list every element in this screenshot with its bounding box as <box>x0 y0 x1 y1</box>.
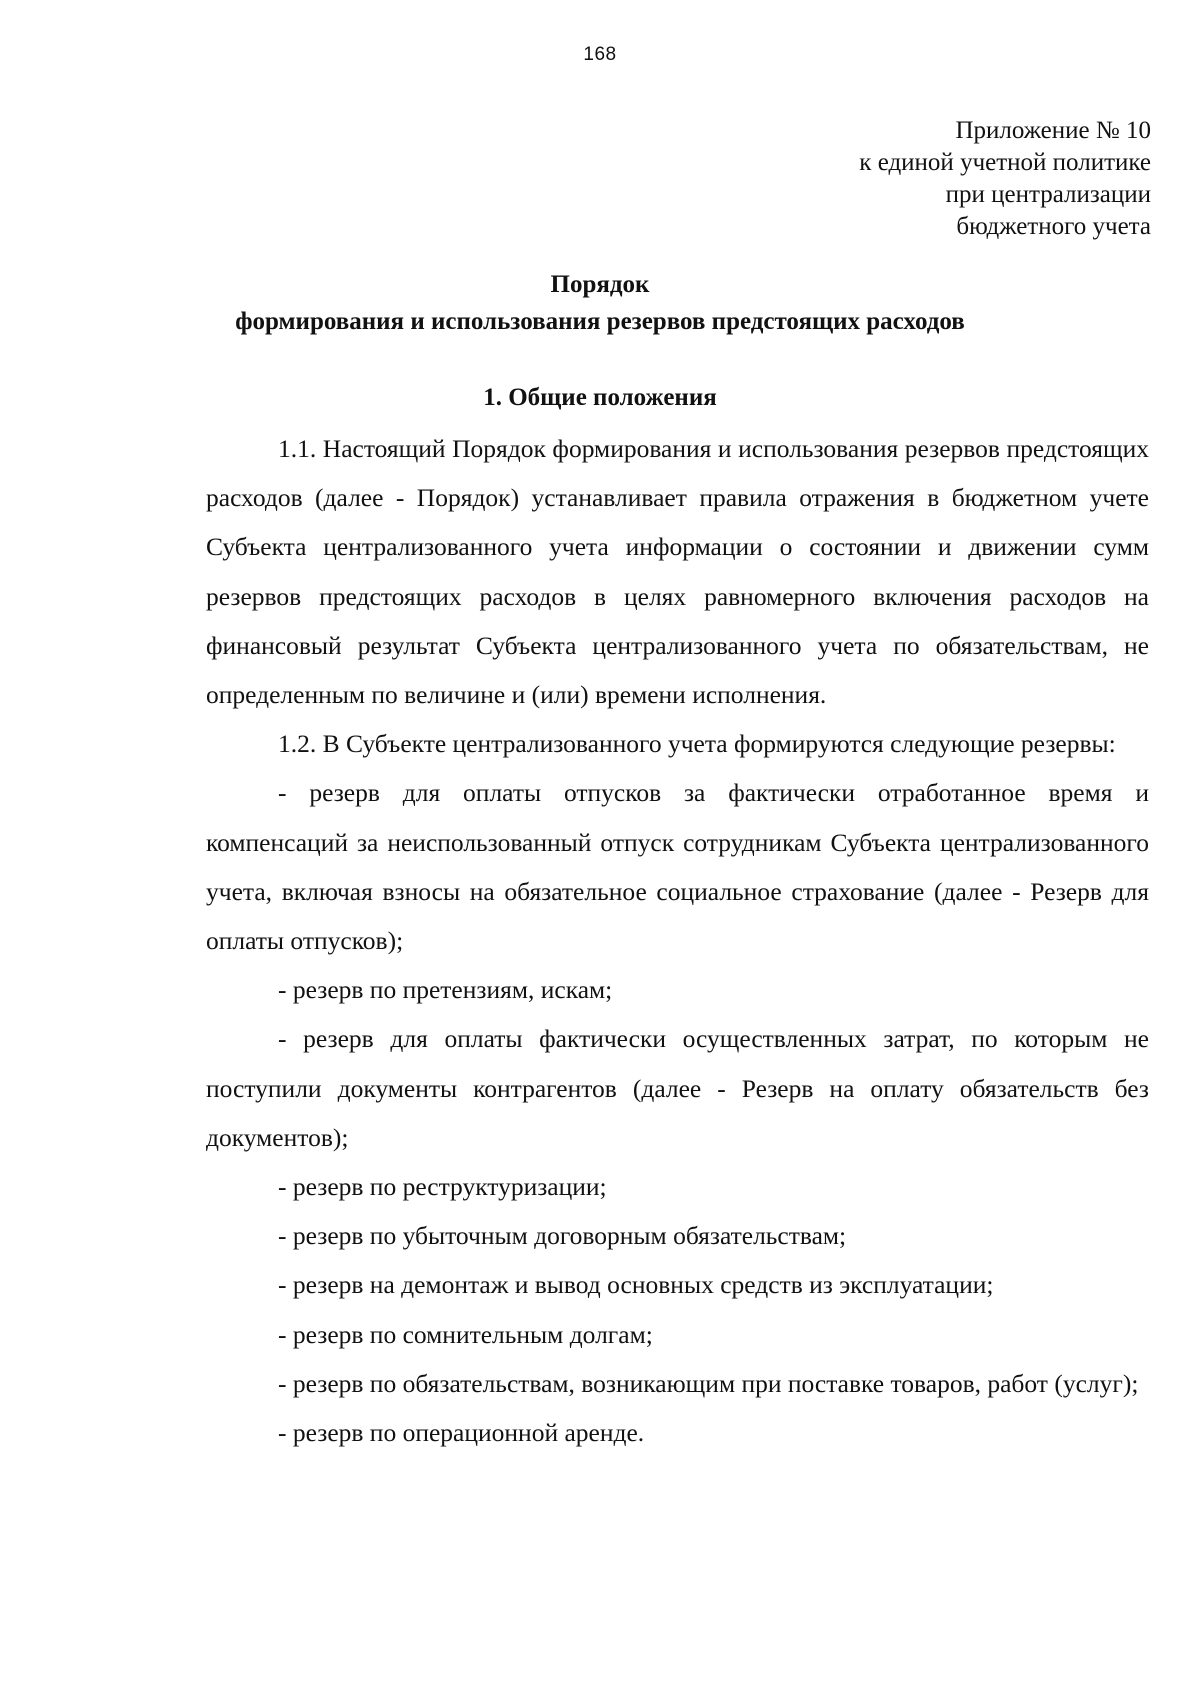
list-item: - резерв по сомнительным долгам; <box>278 1319 653 1349</box>
appendix-line-3: при централизации <box>945 181 1151 208</box>
list-item: - резерв по убыточным договорным обязательствам; <box>278 1221 847 1251</box>
appendix-line-2: к единой учетной политике <box>859 149 1151 176</box>
list-item: - резерв по претензиям, искам; <box>278 975 613 1005</box>
appendix-reference <box>859 115 1151 243</box>
paragraph-1-1: 1.1. Настоящий Порядок формирования и использования резервов предстоящих расходов (далее - Порядок) устанавливает правила отражения в бюджетном учете Субъекта централизованного учета информации о состоянии и движении сумм резервов предстоящих расходов в целях равномерного включения расходов на финансовый результат Субъекта централизованного учета по обязательствам, не определенным по величине и (или) времени исполнения. <box>206 434 1149 710</box>
document-title-line-2: формирования и использования резервов предстоящих расходов <box>235 308 965 335</box>
list-item: - резерв по обязательствам, возникающим при поставке товаров, работ (услуг); <box>278 1368 1139 1398</box>
list-item: - резерв по реструктуризации; <box>278 1172 607 1202</box>
document-title <box>0 266 1200 340</box>
list-item: - резерв для оплаты фактически осуществленных затрат, по которым не поступили документы контрагентов (далее - Резерв на оплату обязательств без документов); <box>206 1024 1149 1152</box>
document-body <box>206 424 1149 1457</box>
section-heading: 1. Общие положения <box>483 384 717 411</box>
paragraph-1-2: 1.2. В Субъекте централизованного учета формируются следующие резервы: <box>278 729 1116 759</box>
document-title-line-1: Порядок <box>550 271 650 298</box>
list-item: - резерв по операционной аренде. <box>278 1418 645 1448</box>
reserves-list <box>206 768 1149 1457</box>
appendix-line-1: Приложение № 10 <box>955 117 1151 144</box>
page-number: 168 <box>583 44 617 65</box>
list-item: - резерв для оплаты отпусков за фактически отработанное время и компенсаций за неиспользованный отпуск сотрудникам Субъекта централизованного учета, включая взносы на обязательное социальное страхование (далее - Резерв для оплаты отпусков); <box>206 778 1149 956</box>
list-item: - резерв на демонтаж и вывод основных средств из эксплуатации; <box>278 1270 994 1300</box>
appendix-line-4: бюджетного учета <box>956 213 1151 240</box>
